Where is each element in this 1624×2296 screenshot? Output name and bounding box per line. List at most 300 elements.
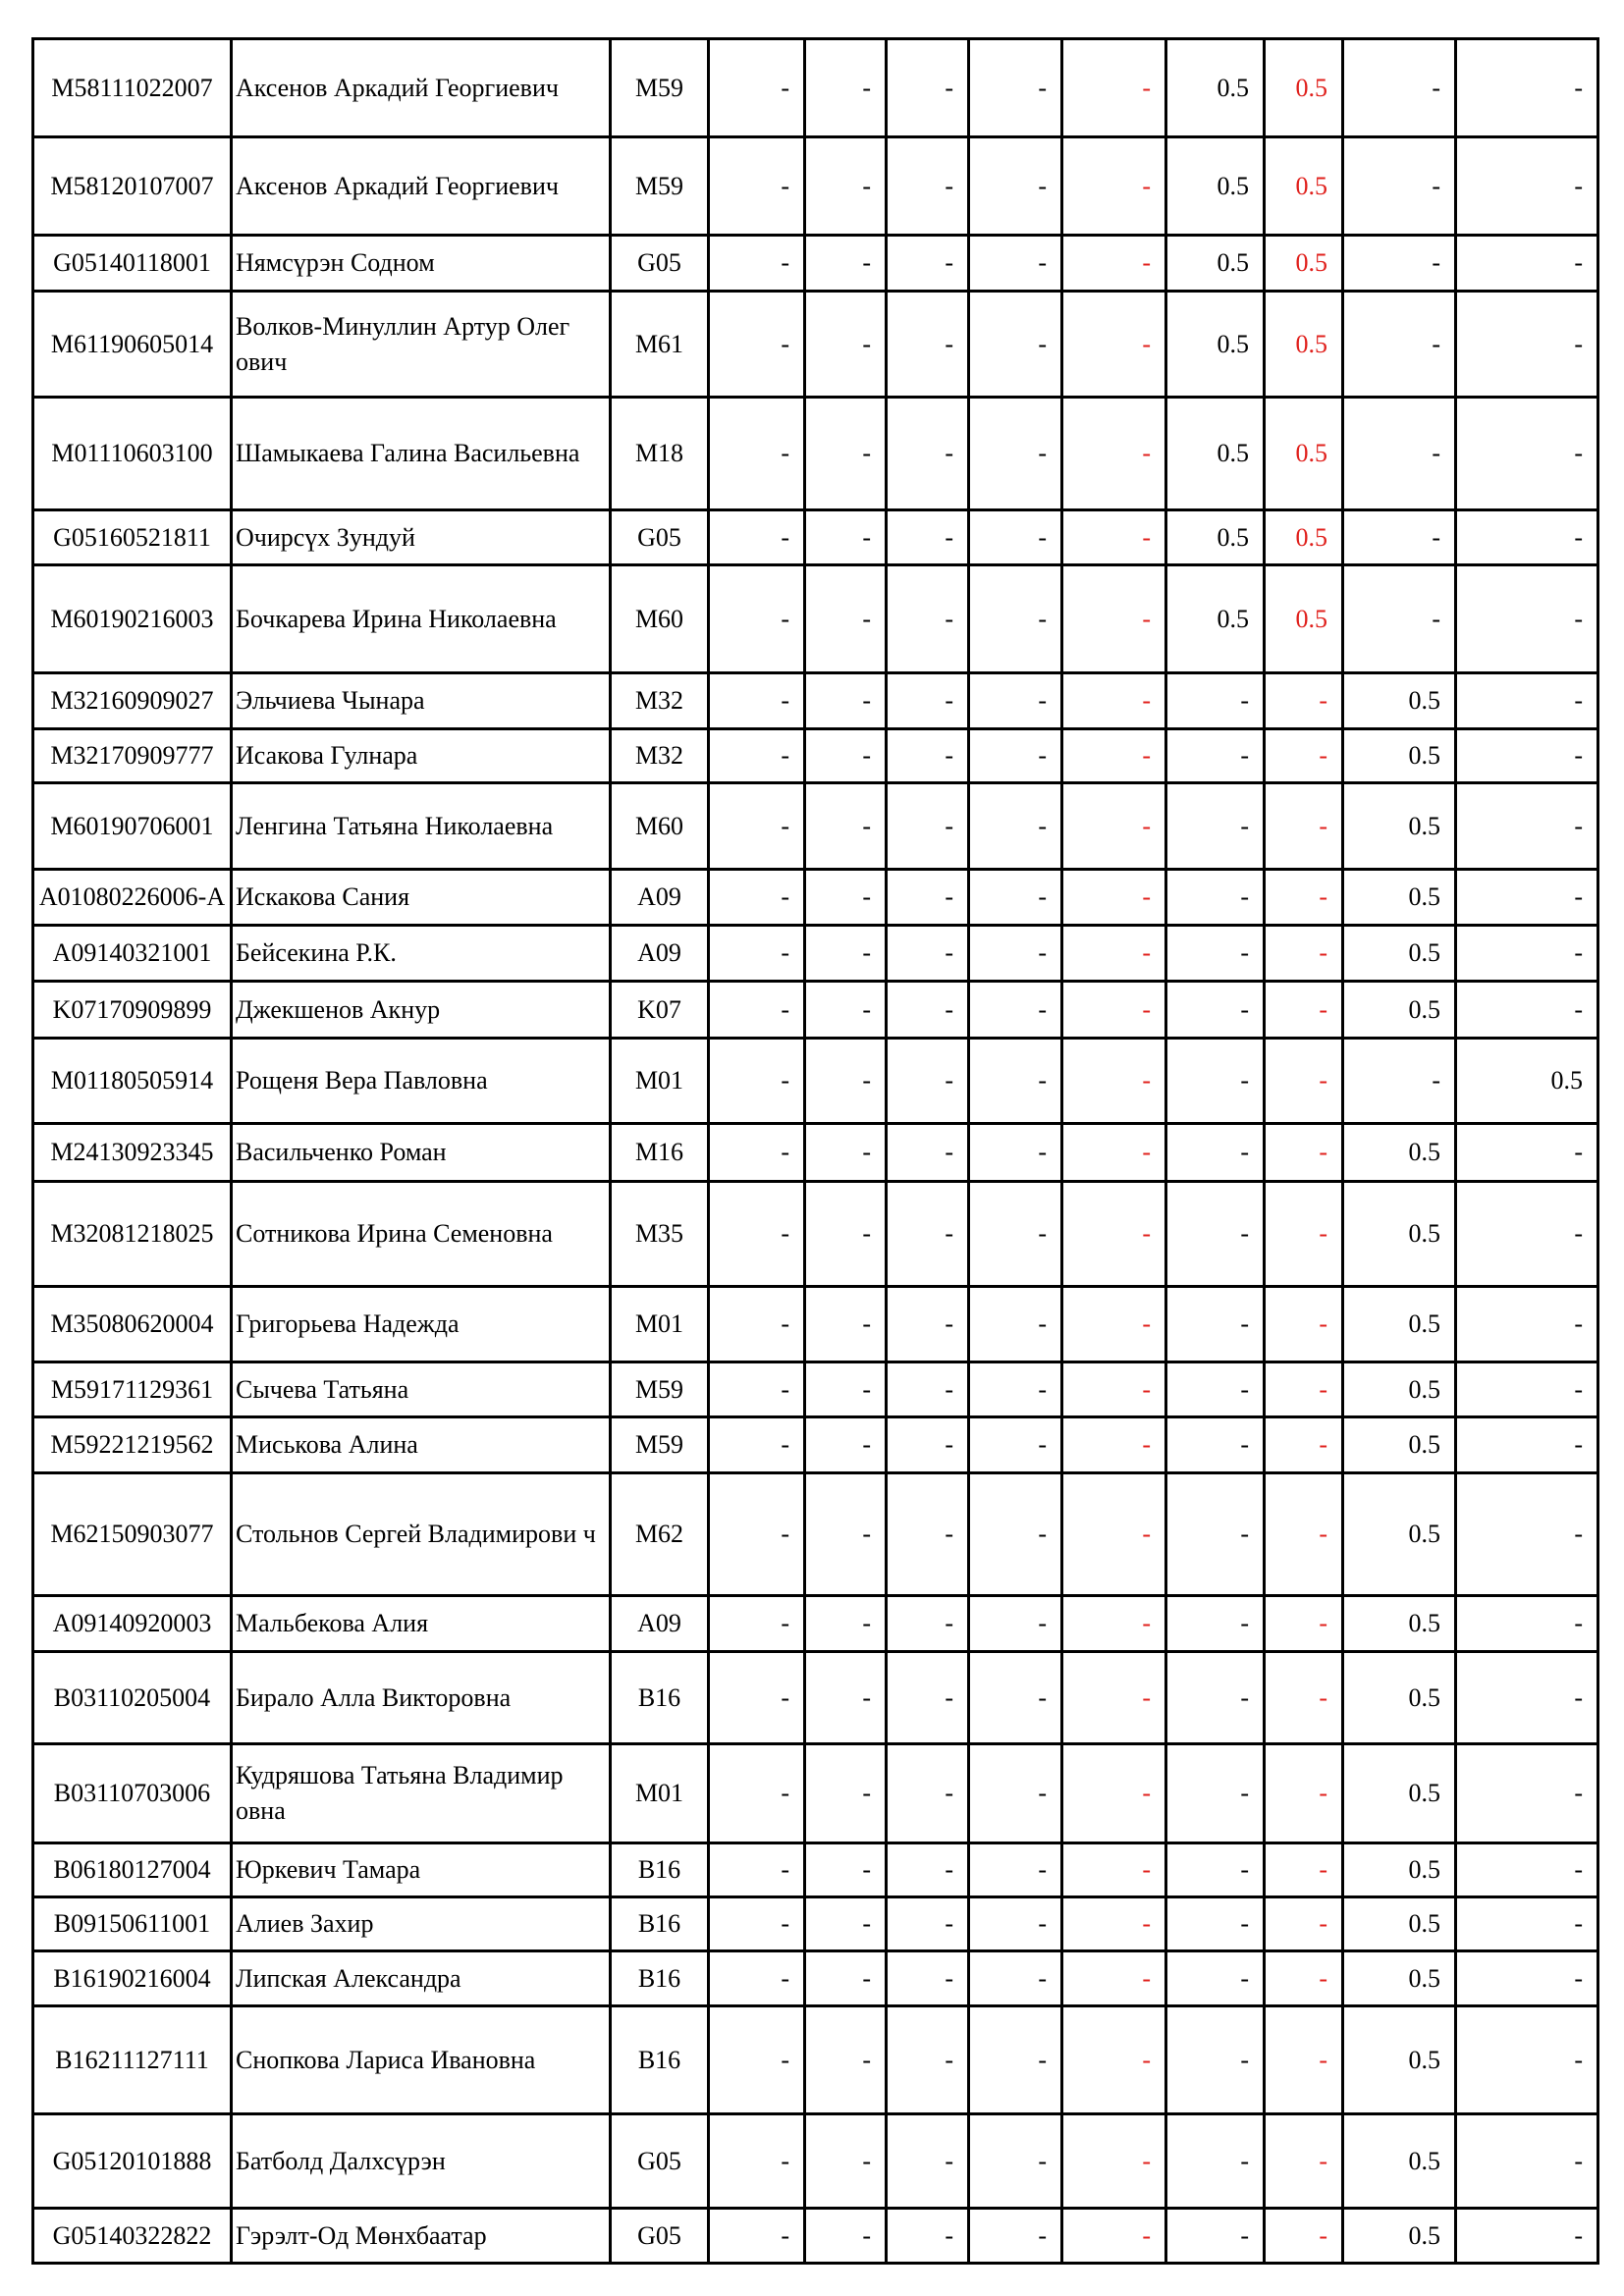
value-cell-2: - xyxy=(805,1744,887,1843)
table-row xyxy=(33,1951,1598,2006)
table-row xyxy=(33,1897,1598,1951)
value-cell-4: - xyxy=(969,137,1062,236)
value-cell-1: - xyxy=(709,292,805,398)
value-cell-9: - xyxy=(1456,1951,1598,2006)
value-cell-4: - xyxy=(969,1417,1062,1473)
value-cell-4: - xyxy=(969,1473,1062,1596)
value-cell-3: - xyxy=(887,1182,969,1287)
value-cell-8: 0.5 xyxy=(1343,1897,1456,1951)
value-cell-6: - xyxy=(1166,870,1265,926)
value-cell-9: - xyxy=(1456,1843,1598,1897)
value-cell-4: - xyxy=(969,1124,1062,1182)
value-cell-1: - xyxy=(709,1473,805,1596)
group-cell: B16 xyxy=(611,2006,709,2114)
value-cell-5: - xyxy=(1062,1744,1166,1843)
value-cell-7: - xyxy=(1265,2209,1343,2264)
group-cell: A09 xyxy=(611,926,709,982)
value-cell-6: - xyxy=(1166,673,1265,729)
value-cell-2: - xyxy=(805,1652,887,1744)
value-cell-9: - xyxy=(1456,1652,1598,1744)
table-row xyxy=(33,398,1598,510)
value-cell-2: - xyxy=(805,2114,887,2209)
name-cell: Шамыкаева Галина Васильевна xyxy=(232,398,611,510)
value-cell-7: - xyxy=(1265,1124,1343,1182)
value-cell-2: - xyxy=(805,39,887,137)
value-cell-5: - xyxy=(1062,1652,1166,1744)
value-cell-6: - xyxy=(1166,1124,1265,1182)
value-cell-7: - xyxy=(1265,982,1343,1039)
value-cell-8: 0.5 xyxy=(1343,1124,1456,1182)
name-cell: Кудряшова Татьяна Владимир овна xyxy=(232,1744,611,1843)
value-cell-9: - xyxy=(1456,926,1598,982)
code-cell: M32081218025 xyxy=(33,1182,232,1287)
value-cell-1: - xyxy=(709,398,805,510)
code-cell: A09140321001 xyxy=(33,926,232,982)
value-cell-4: - xyxy=(969,1951,1062,2006)
name-cell: Аксенов Аркадий Георгиевич xyxy=(232,137,611,236)
value-cell-9: - xyxy=(1456,870,1598,926)
name-cell: Исакова Гулнара xyxy=(232,729,611,783)
value-cell-2: - xyxy=(805,783,887,870)
name-cell: Сотникова Ирина Семеновна xyxy=(232,1182,611,1287)
name-cell: Васильченко Роман xyxy=(232,1124,611,1182)
name-cell: Бочкарева Ирина Николаевна xyxy=(232,565,611,673)
value-cell-7: 0.5 xyxy=(1265,565,1343,673)
value-cell-6: - xyxy=(1166,1473,1265,1596)
value-cell-8: 0.5 xyxy=(1343,783,1456,870)
group-cell: M01 xyxy=(611,1039,709,1124)
value-cell-5: - xyxy=(1062,870,1166,926)
name-cell: Снопкова Лариса Ивановна xyxy=(232,2006,611,2114)
value-cell-8: 0.5 xyxy=(1343,1652,1456,1744)
code-cell: M01180505914 xyxy=(33,1039,232,1124)
group-cell: A09 xyxy=(611,1596,709,1652)
name-cell: Сычева Татьяна xyxy=(232,1362,611,1417)
value-cell-8: - xyxy=(1343,565,1456,673)
code-cell: B03110205004 xyxy=(33,1652,232,1744)
value-cell-5: - xyxy=(1062,1039,1166,1124)
group-cell: M35 xyxy=(611,1182,709,1287)
group-cell: G05 xyxy=(611,2209,709,2264)
code-cell: M60190216003 xyxy=(33,565,232,673)
value-cell-4: - xyxy=(969,236,1062,292)
value-cell-6: - xyxy=(1166,1287,1265,1362)
group-cell: M59 xyxy=(611,39,709,137)
group-cell: G05 xyxy=(611,236,709,292)
table-row xyxy=(33,565,1598,673)
value-cell-6: - xyxy=(1166,1652,1265,1744)
code-cell: M60190706001 xyxy=(33,783,232,870)
code-cell: M59221219562 xyxy=(33,1417,232,1473)
value-cell-8: 0.5 xyxy=(1343,1287,1456,1362)
value-cell-4: - xyxy=(969,1744,1062,1843)
value-cell-4: - xyxy=(969,729,1062,783)
table-row xyxy=(33,510,1598,565)
group-cell: G05 xyxy=(611,510,709,565)
value-cell-8: 0.5 xyxy=(1343,729,1456,783)
value-cell-5: - xyxy=(1062,1124,1166,1182)
table-row xyxy=(33,673,1598,729)
value-cell-9: - xyxy=(1456,673,1598,729)
table-row xyxy=(33,783,1598,870)
value-cell-2: - xyxy=(805,1417,887,1473)
value-cell-6: 0.5 xyxy=(1166,565,1265,673)
value-cell-5: - xyxy=(1062,1843,1166,1897)
value-cell-2: - xyxy=(805,1182,887,1287)
group-cell: K07 xyxy=(611,982,709,1039)
value-cell-3: - xyxy=(887,1287,969,1362)
group-cell: M01 xyxy=(611,1287,709,1362)
code-cell: M59171129361 xyxy=(33,1362,232,1417)
value-cell-1: - xyxy=(709,1124,805,1182)
code-cell: M61190605014 xyxy=(33,292,232,398)
table-row xyxy=(33,1287,1598,1362)
code-cell: M01110603100 xyxy=(33,398,232,510)
value-cell-1: - xyxy=(709,1843,805,1897)
value-cell-6: 0.5 xyxy=(1166,510,1265,565)
code-cell: K07170909899 xyxy=(33,982,232,1039)
value-cell-9: - xyxy=(1456,1473,1598,1596)
value-cell-8: - xyxy=(1343,510,1456,565)
table-row xyxy=(33,1843,1598,1897)
value-cell-3: - xyxy=(887,236,969,292)
table-row xyxy=(33,1362,1598,1417)
value-cell-7: - xyxy=(1265,1039,1343,1124)
value-cell-7: - xyxy=(1265,1951,1343,2006)
value-cell-9: - xyxy=(1456,565,1598,673)
value-cell-4: - xyxy=(969,2114,1062,2209)
value-cell-5: - xyxy=(1062,236,1166,292)
value-cell-6: - xyxy=(1166,1039,1265,1124)
value-cell-2: - xyxy=(805,236,887,292)
value-cell-6: - xyxy=(1166,1951,1265,2006)
code-cell: M24130923345 xyxy=(33,1124,232,1182)
value-cell-4: - xyxy=(969,292,1062,398)
table-row xyxy=(33,236,1598,292)
value-cell-1: - xyxy=(709,2114,805,2209)
value-cell-8: 0.5 xyxy=(1343,2209,1456,2264)
value-cell-5: - xyxy=(1062,1596,1166,1652)
value-cell-4: - xyxy=(969,510,1062,565)
group-cell: M32 xyxy=(611,673,709,729)
value-cell-7: - xyxy=(1265,783,1343,870)
group-cell: B16 xyxy=(611,1843,709,1897)
value-cell-1: - xyxy=(709,565,805,673)
value-cell-9: - xyxy=(1456,1182,1598,1287)
value-cell-5: - xyxy=(1062,1897,1166,1951)
table-row xyxy=(33,2209,1598,2264)
value-cell-1: - xyxy=(709,2006,805,2114)
value-cell-7: - xyxy=(1265,729,1343,783)
value-cell-8: 0.5 xyxy=(1343,1843,1456,1897)
value-cell-3: - xyxy=(887,565,969,673)
value-cell-2: - xyxy=(805,1287,887,1362)
value-cell-3: - xyxy=(887,510,969,565)
value-cell-2: - xyxy=(805,729,887,783)
value-cell-4: - xyxy=(969,982,1062,1039)
value-cell-4: - xyxy=(969,1652,1062,1744)
value-cell-4: - xyxy=(969,39,1062,137)
name-cell: Джекшенов Акнур xyxy=(232,982,611,1039)
value-cell-8: 0.5 xyxy=(1343,1473,1456,1596)
value-cell-3: - xyxy=(887,137,969,236)
code-cell: M32160909027 xyxy=(33,673,232,729)
group-cell: M59 xyxy=(611,1362,709,1417)
value-cell-5: - xyxy=(1062,2114,1166,2209)
value-cell-5: - xyxy=(1062,398,1166,510)
value-cell-6: - xyxy=(1166,1417,1265,1473)
value-cell-6: - xyxy=(1166,1897,1265,1951)
value-cell-6: - xyxy=(1166,783,1265,870)
value-cell-4: - xyxy=(969,870,1062,926)
value-cell-6: - xyxy=(1166,2209,1265,2264)
name-cell: Гэрэлт-Од Мөнхбаатар xyxy=(232,2209,611,2264)
value-cell-7: - xyxy=(1265,1182,1343,1287)
value-cell-7: - xyxy=(1265,1843,1343,1897)
group-cell: M32 xyxy=(611,729,709,783)
value-cell-6: 0.5 xyxy=(1166,398,1265,510)
value-cell-6: - xyxy=(1166,2006,1265,2114)
name-cell: Миськова Алина xyxy=(232,1417,611,1473)
value-cell-7: - xyxy=(1265,1744,1343,1843)
value-cell-1: - xyxy=(709,1897,805,1951)
value-cell-7: - xyxy=(1265,1362,1343,1417)
name-cell: Стольнов Сергей Владимирови ч xyxy=(232,1473,611,1596)
value-cell-3: - xyxy=(887,1843,969,1897)
value-cell-1: - xyxy=(709,1287,805,1362)
value-cell-4: - xyxy=(969,783,1062,870)
value-cell-5: - xyxy=(1062,510,1166,565)
value-cell-7: - xyxy=(1265,1652,1343,1744)
value-cell-5: - xyxy=(1062,1287,1166,1362)
name-cell: Рощеня Вера Павловна xyxy=(232,1039,611,1124)
value-cell-9: - xyxy=(1456,729,1598,783)
value-cell-2: - xyxy=(805,565,887,673)
table-row xyxy=(33,137,1598,236)
table-row xyxy=(33,1473,1598,1596)
group-cell: B16 xyxy=(611,1652,709,1744)
value-cell-6: - xyxy=(1166,1843,1265,1897)
value-cell-9: - xyxy=(1456,137,1598,236)
name-cell: Ленгина Татьяна Николаевна xyxy=(232,783,611,870)
value-cell-7: 0.5 xyxy=(1265,236,1343,292)
value-cell-3: - xyxy=(887,1897,969,1951)
group-cell: M18 xyxy=(611,398,709,510)
value-cell-9: - xyxy=(1456,1596,1598,1652)
value-cell-5: - xyxy=(1062,2209,1166,2264)
value-cell-9: - xyxy=(1456,2114,1598,2209)
name-cell: Очирсүх Зундуй xyxy=(232,510,611,565)
value-cell-7: - xyxy=(1265,926,1343,982)
code-cell: M58111022007 xyxy=(33,39,232,137)
value-cell-8: 0.5 xyxy=(1343,2114,1456,2209)
value-cell-1: - xyxy=(709,39,805,137)
value-cell-9: - xyxy=(1456,783,1598,870)
name-cell: Мальбекова Алия xyxy=(232,1596,611,1652)
value-cell-3: - xyxy=(887,1744,969,1843)
group-cell: M01 xyxy=(611,1744,709,1843)
value-cell-1: - xyxy=(709,1039,805,1124)
value-cell-7: - xyxy=(1265,673,1343,729)
value-cell-7: 0.5 xyxy=(1265,510,1343,565)
value-cell-7: - xyxy=(1265,1473,1343,1596)
code-cell: M35080620004 xyxy=(33,1287,232,1362)
group-cell: M59 xyxy=(611,1417,709,1473)
table-row xyxy=(33,729,1598,783)
value-cell-5: - xyxy=(1062,926,1166,982)
name-cell: Бейсекина Р.К. xyxy=(232,926,611,982)
table-row xyxy=(33,39,1598,137)
value-cell-2: - xyxy=(805,2209,887,2264)
code-cell: G05120101888 xyxy=(33,2114,232,2209)
code-cell: G05140118001 xyxy=(33,236,232,292)
value-cell-8: 0.5 xyxy=(1343,1744,1456,1843)
value-cell-2: - xyxy=(805,673,887,729)
value-cell-7: - xyxy=(1265,2006,1343,2114)
code-cell: B16190216004 xyxy=(33,1951,232,2006)
value-cell-8: 0.5 xyxy=(1343,1182,1456,1287)
table-row xyxy=(33,1652,1598,1744)
value-cell-2: - xyxy=(805,926,887,982)
value-cell-2: - xyxy=(805,870,887,926)
value-cell-1: - xyxy=(709,1596,805,1652)
value-cell-5: - xyxy=(1062,673,1166,729)
table-row xyxy=(33,1182,1598,1287)
value-cell-8: 0.5 xyxy=(1343,870,1456,926)
value-cell-4: - xyxy=(969,2209,1062,2264)
table-row xyxy=(33,870,1598,926)
value-cell-2: - xyxy=(805,1473,887,1596)
value-cell-3: - xyxy=(887,398,969,510)
value-cell-1: - xyxy=(709,510,805,565)
value-cell-9: - xyxy=(1456,2006,1598,2114)
value-cell-6: - xyxy=(1166,1182,1265,1287)
value-cell-2: - xyxy=(805,292,887,398)
value-cell-6: 0.5 xyxy=(1166,39,1265,137)
value-cell-3: - xyxy=(887,1417,969,1473)
value-cell-2: - xyxy=(805,1039,887,1124)
code-cell: B03110703006 xyxy=(33,1744,232,1843)
value-cell-8: - xyxy=(1343,292,1456,398)
value-cell-5: - xyxy=(1062,39,1166,137)
value-cell-4: - xyxy=(969,1843,1062,1897)
value-cell-2: - xyxy=(805,1843,887,1897)
value-cell-4: - xyxy=(969,1362,1062,1417)
code-cell: A01080226006-A xyxy=(33,870,232,926)
name-cell: Волков-Минуллин Артур Олег ович xyxy=(232,292,611,398)
value-cell-7: - xyxy=(1265,2114,1343,2209)
value-cell-1: - xyxy=(709,1182,805,1287)
code-cell: B16211127111 xyxy=(33,2006,232,2114)
value-cell-9: - xyxy=(1456,1417,1598,1473)
value-cell-5: - xyxy=(1062,1473,1166,1596)
value-cell-8: 0.5 xyxy=(1343,926,1456,982)
value-cell-4: - xyxy=(969,1897,1062,1951)
value-cell-3: - xyxy=(887,1951,969,2006)
value-cell-6: 0.5 xyxy=(1166,137,1265,236)
value-cell-1: - xyxy=(709,236,805,292)
group-cell: M61 xyxy=(611,292,709,398)
value-cell-2: - xyxy=(805,982,887,1039)
group-cell: M60 xyxy=(611,565,709,673)
value-cell-5: - xyxy=(1062,982,1166,1039)
value-cell-3: - xyxy=(887,783,969,870)
value-cell-9: 0.5 xyxy=(1456,1039,1598,1124)
value-cell-7: - xyxy=(1265,1287,1343,1362)
value-cell-8: - xyxy=(1343,137,1456,236)
results-table xyxy=(31,37,1599,2265)
table-row xyxy=(33,2114,1598,2209)
value-cell-6: - xyxy=(1166,926,1265,982)
value-cell-2: - xyxy=(805,1897,887,1951)
value-cell-3: - xyxy=(887,2006,969,2114)
value-cell-8: 0.5 xyxy=(1343,1596,1456,1652)
value-cell-7: - xyxy=(1265,1417,1343,1473)
value-cell-6: - xyxy=(1166,1362,1265,1417)
value-cell-1: - xyxy=(709,870,805,926)
value-cell-3: - xyxy=(887,1362,969,1417)
name-cell: Нямсүрэн Содном xyxy=(232,236,611,292)
name-cell: Аксенов Аркадий Георгиевич xyxy=(232,39,611,137)
value-cell-4: - xyxy=(969,1596,1062,1652)
value-cell-1: - xyxy=(709,137,805,236)
value-cell-9: - xyxy=(1456,292,1598,398)
value-cell-1: - xyxy=(709,1362,805,1417)
value-cell-6: - xyxy=(1166,1744,1265,1843)
value-cell-1: - xyxy=(709,1951,805,2006)
value-cell-8: - xyxy=(1343,1039,1456,1124)
table-row xyxy=(33,2006,1598,2114)
value-cell-1: - xyxy=(709,926,805,982)
name-cell: Липская Александра xyxy=(232,1951,611,2006)
group-cell: M59 xyxy=(611,137,709,236)
table-row xyxy=(33,292,1598,398)
value-cell-5: - xyxy=(1062,1182,1166,1287)
value-cell-8: 0.5 xyxy=(1343,673,1456,729)
group-cell: B16 xyxy=(611,1951,709,2006)
value-cell-6: - xyxy=(1166,1596,1265,1652)
value-cell-7: - xyxy=(1265,870,1343,926)
table-body xyxy=(33,39,1598,2264)
value-cell-4: - xyxy=(969,1287,1062,1362)
value-cell-8: 0.5 xyxy=(1343,1417,1456,1473)
value-cell-4: - xyxy=(969,398,1062,510)
value-cell-8: 0.5 xyxy=(1343,982,1456,1039)
value-cell-5: - xyxy=(1062,729,1166,783)
name-cell: Юркевич Тамара xyxy=(232,1843,611,1897)
value-cell-5: - xyxy=(1062,2006,1166,2114)
group-cell: M62 xyxy=(611,1473,709,1596)
value-cell-8: - xyxy=(1343,398,1456,510)
value-cell-4: - xyxy=(969,1182,1062,1287)
value-cell-7: - xyxy=(1265,1596,1343,1652)
name-cell: Батболд Далхсүрэн xyxy=(232,2114,611,2209)
code-cell: G05140322822 xyxy=(33,2209,232,2264)
group-cell: M16 xyxy=(611,1124,709,1182)
value-cell-7: 0.5 xyxy=(1265,137,1343,236)
name-cell: Алиев Захир xyxy=(232,1897,611,1951)
value-cell-9: - xyxy=(1456,1744,1598,1843)
value-cell-9: - xyxy=(1456,982,1598,1039)
table-row xyxy=(33,926,1598,982)
value-cell-3: - xyxy=(887,1596,969,1652)
value-cell-4: - xyxy=(969,926,1062,982)
value-cell-3: - xyxy=(887,1473,969,1596)
value-cell-2: - xyxy=(805,1951,887,2006)
value-cell-7: 0.5 xyxy=(1265,39,1343,137)
value-cell-9: - xyxy=(1456,1124,1598,1182)
value-cell-5: - xyxy=(1062,292,1166,398)
